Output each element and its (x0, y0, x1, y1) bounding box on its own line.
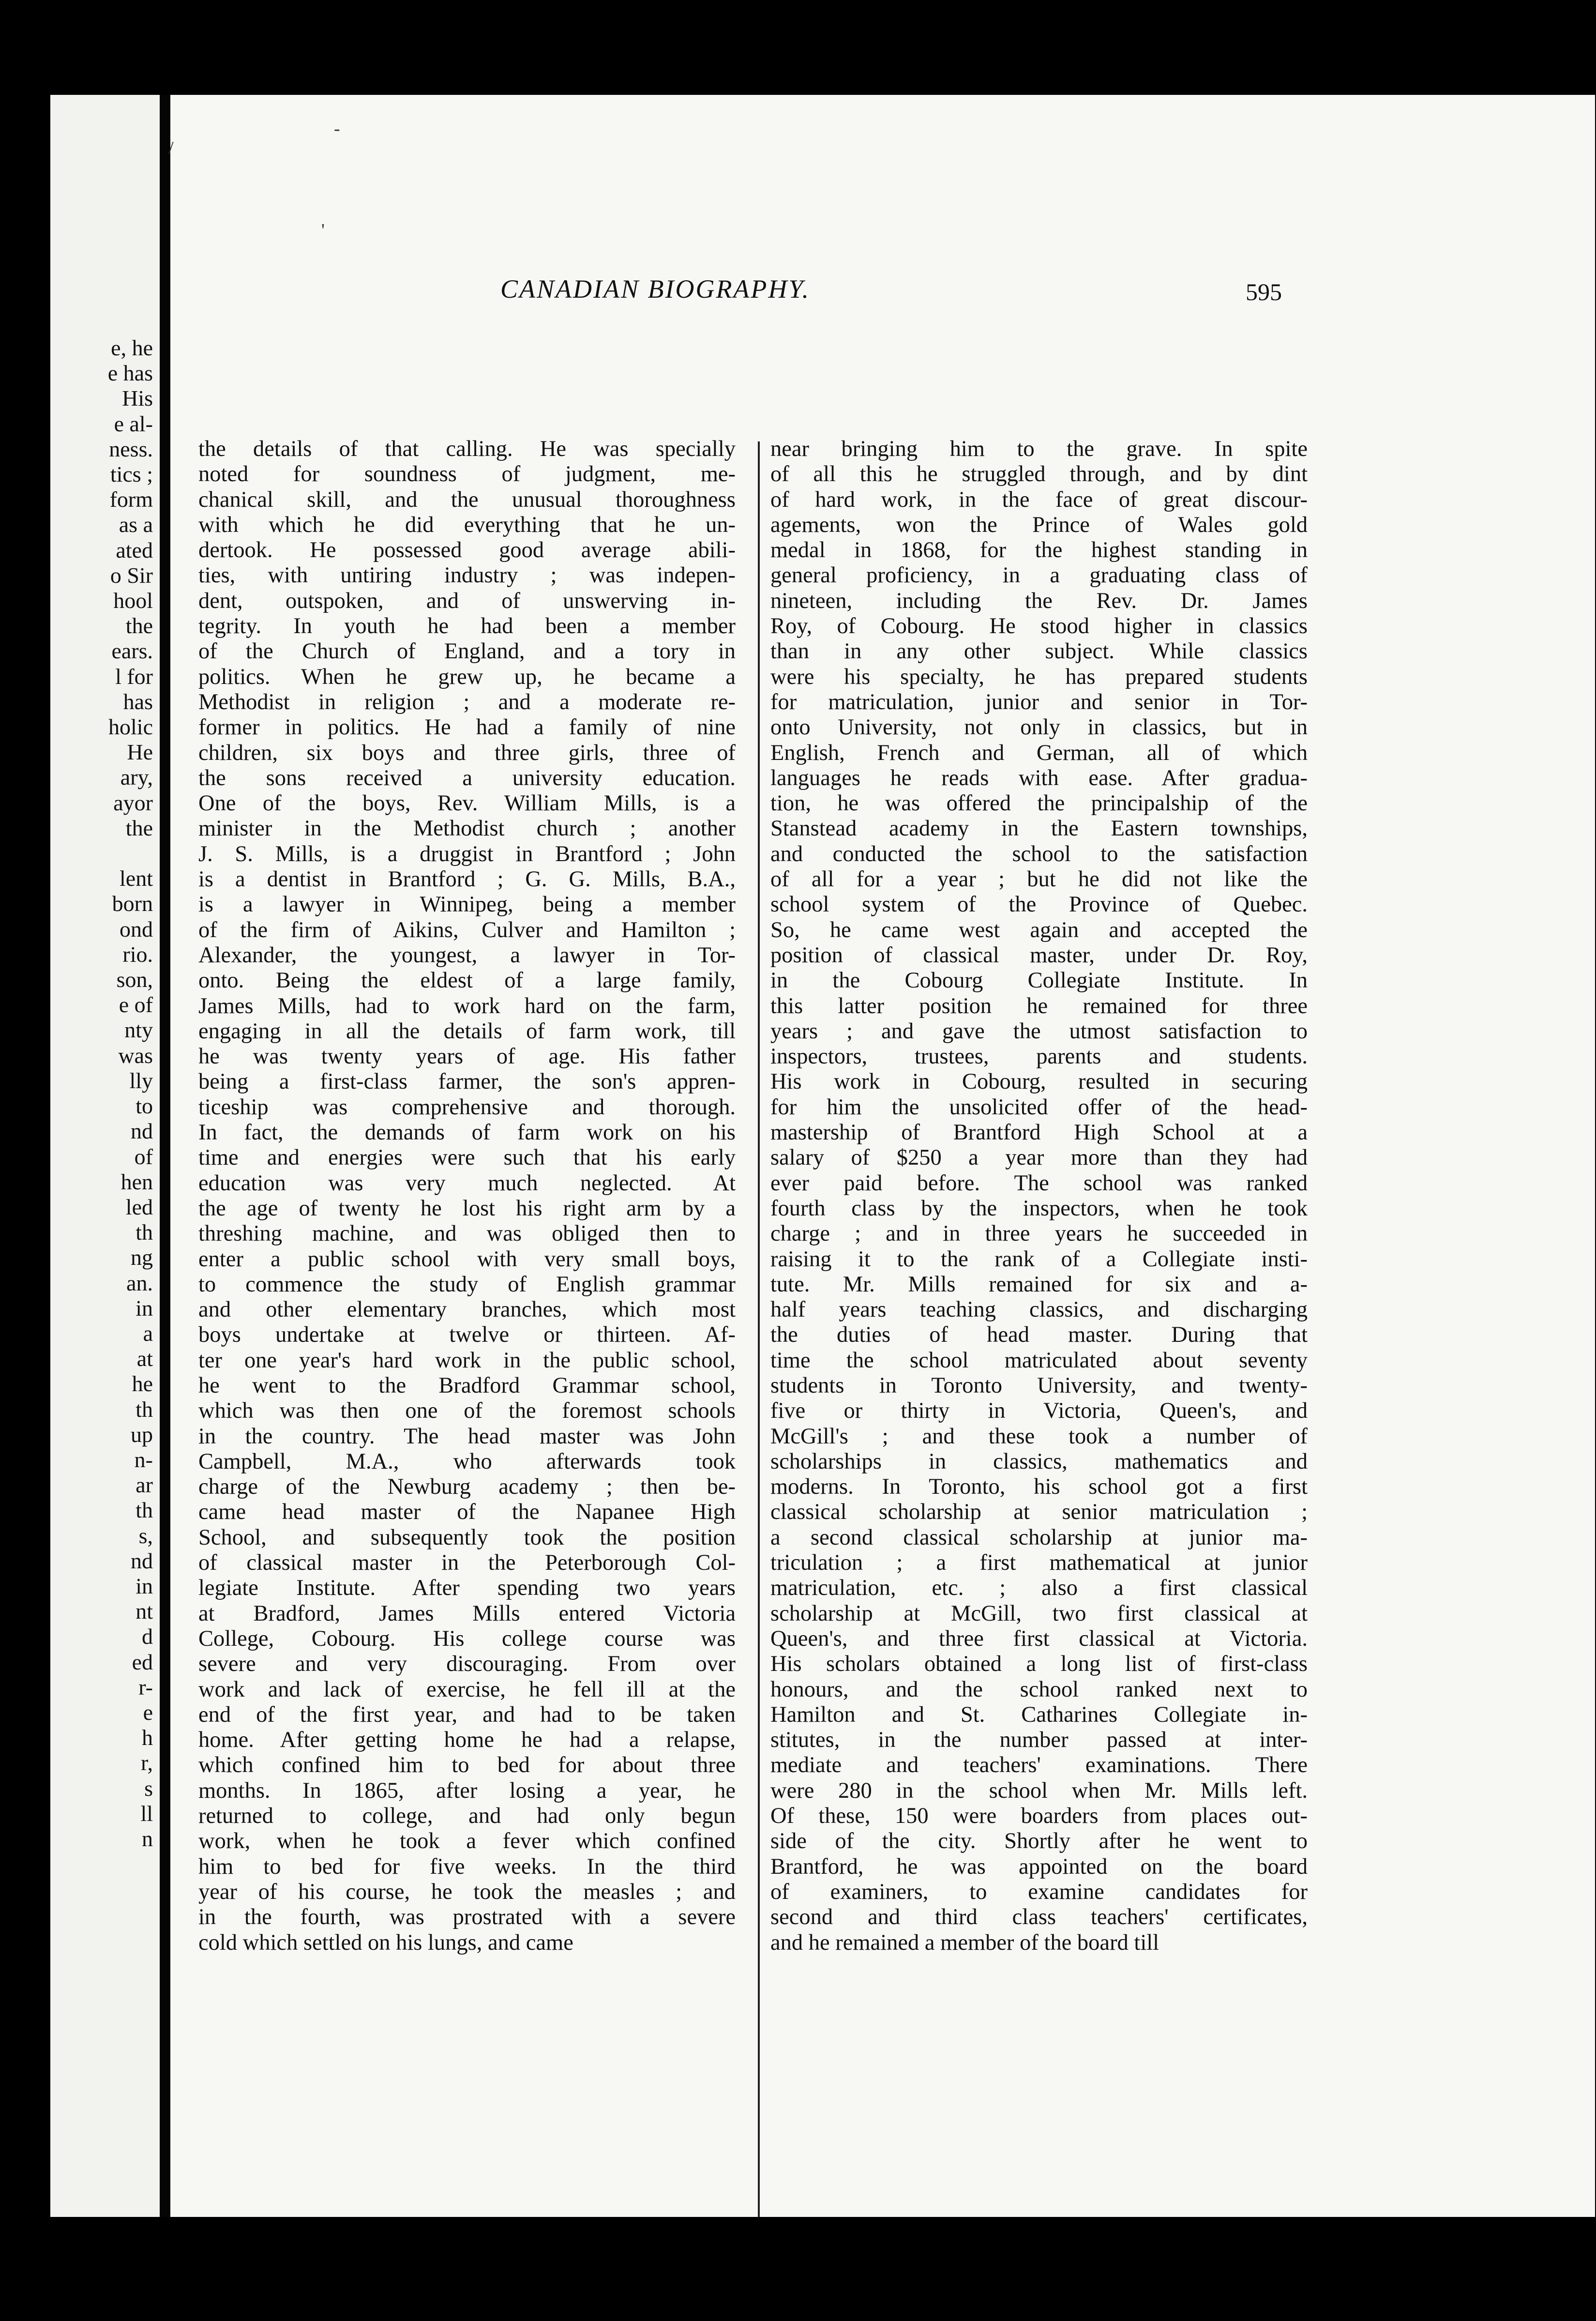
previous-page-fragment: ary, (120, 765, 153, 790)
text-line: the age of twenty he lost his right arm by a (198, 1196, 736, 1221)
text-line: of the Church of England, and a tory in (198, 639, 736, 664)
previous-page-fragment: lent (120, 866, 153, 891)
previous-page-fragment: ayor (113, 790, 153, 815)
text-line: children, six boys and three girls, three of (198, 740, 736, 765)
text-line: which confined him to bed for about three (198, 1753, 736, 1778)
text-line: and he remained a member of the board till (770, 1930, 1159, 1955)
previous-page-fragment: born (112, 891, 153, 916)
text-line: of all for a year ; but he did not like the (770, 867, 1308, 892)
previous-page-fragment: he (132, 1371, 153, 1396)
text-line: second and third class teachers' certificates, (770, 1905, 1308, 1930)
text-line: were 280 in the school when Mr. Mills left. (770, 1778, 1308, 1803)
running-title: CANADIAN BIOGRAPHY. (500, 274, 810, 303)
text-line: James Mills, had to work hard on the farm, (198, 993, 736, 1018)
previous-page-fragment: a (143, 1320, 153, 1346)
text-line: minister in the Methodist church ; another (198, 816, 736, 841)
text-line: triculation ; a first mathematical at junior (770, 1550, 1308, 1576)
text-line: languages he reads with ease. After gradua- (770, 765, 1308, 790)
previous-page-fragment: to (136, 1093, 153, 1119)
text-line: this latter position he remained for three (770, 993, 1308, 1018)
text-line: His scholars obtained a long list of first-class (770, 1652, 1308, 1677)
text-line: noted for soundness of judgment, me- (198, 462, 736, 487)
text-line: came head master of the Napanee High (198, 1500, 736, 1525)
text-line: Roy, of Cobourg. He stood higher in classics (770, 614, 1308, 639)
previous-page-fragment: holic (108, 714, 153, 740)
text-line: McGill's ; and these took a number of (770, 1424, 1308, 1449)
text-line: the duties of head master. During that (770, 1322, 1308, 1348)
text-line: charge of the Newburg academy ; then be- (198, 1474, 736, 1500)
text-line: Of these, 150 were boarders from places out- (770, 1804, 1308, 1829)
previous-page-fragment: n- (134, 1447, 153, 1472)
text-line: scholarship at McGill, two first classical at (770, 1601, 1308, 1626)
previous-page-fragment: nt (136, 1599, 153, 1624)
previous-page-fragment: e of (119, 992, 153, 1017)
text-line: Campbell, M.A., who afterwards took (198, 1449, 736, 1474)
text-line: a second classical scholarship at junior ma- (770, 1525, 1308, 1550)
text-line: of the firm of Aikins, Culver and Hamilton ; (198, 917, 736, 942)
text-line: ever paid before. The school was ranked (770, 1170, 1308, 1196)
text-line: Brantford, he was appointed on the board (770, 1854, 1308, 1879)
text-line: year of his course, he took the measles ; and (198, 1879, 736, 1904)
text-line: tion, he was offered the principalship of the (770, 791, 1308, 816)
previous-page-fragment: ar (136, 1472, 153, 1498)
previous-page-fragment (56, 841, 153, 866)
previous-page-fragment: in (136, 1573, 153, 1598)
text-line: in the fourth, was prostrated with a severe (198, 1905, 736, 1930)
text-line: and conducted the school to the satisfaction (770, 841, 1308, 866)
previous-page-fragment: at (136, 1346, 153, 1371)
text-line: fourth class by the inspectors, when he took (770, 1196, 1308, 1221)
text-line: of examiners, to examine candidates for (770, 1879, 1308, 1904)
previous-page-fragment: in (136, 1295, 153, 1320)
text-line: which was then one of the foremost schools (198, 1398, 736, 1424)
previous-page-fragment: ed (132, 1649, 153, 1674)
text-line: were his specialty, he has prepared students (770, 664, 1308, 689)
previous-page-fragment: h (142, 1725, 153, 1750)
text-line: Queen's, and three first classical at Victoria. (770, 1626, 1308, 1651)
text-line: J. S. Mills, is a druggist in Brantford ; John (198, 841, 736, 866)
previous-page-fragment: tics ; (110, 462, 153, 487)
text-line: English, French and German, all of which (770, 740, 1308, 765)
previous-page-fragment: e, he (111, 335, 153, 360)
previous-page-fragment: of (134, 1144, 153, 1169)
previous-page-fragment: His (122, 386, 153, 411)
previous-page-fragment: s (144, 1775, 153, 1801)
text-line: scholarships in classics, mathematics and (770, 1449, 1308, 1474)
previous-page-fragment: l for (115, 664, 153, 689)
previous-page-fragment: nd (131, 1119, 153, 1144)
text-line: ter one year's hard work in the public school, (198, 1348, 736, 1373)
text-line: mastership of Brantford High School at a (770, 1120, 1308, 1145)
previous-page-fragment: e al- (114, 411, 153, 436)
text-line: home. After getting home he had a relapse, (198, 1728, 736, 1753)
text-line: with which he did everything that he un- (198, 512, 736, 537)
text-line: dent, outspoken, and of unswerving in- (198, 588, 736, 613)
text-line: School, and subsequently took the position (198, 1525, 736, 1550)
column-divider (758, 441, 760, 2217)
text-line: Methodist in religion ; and a moderate re- (198, 689, 736, 714)
text-line: onto University, not only in classics, but in (770, 715, 1308, 740)
text-line: position of classical master, under Dr. Roy, (770, 942, 1308, 968)
text-line: in the Cobourg Collegiate Institute. In (770, 968, 1308, 993)
right-text-column (770, 437, 1308, 1956)
page-number: 595 (1246, 278, 1282, 305)
previous-page-fragment: led (125, 1194, 153, 1219)
text-line: ties, with untiring industry ; was indepen- (198, 563, 736, 588)
text-line: months. In 1865, after losing a year, he (198, 1778, 736, 1803)
text-line: him to bed for five weeks. In the third (198, 1854, 736, 1879)
previous-page-fragment: an. (126, 1270, 153, 1295)
previous-page-fragment: up (131, 1422, 153, 1447)
text-line: One of the boys, Rev. William Mills, is a (198, 791, 736, 816)
text-line: near bringing him to the grave. In spite (770, 437, 1308, 461)
previous-page-fragment: ears. (111, 638, 153, 664)
previous-page-fragment: r, (141, 1750, 153, 1775)
text-line: Hamilton and St. Catharines Collegiate in- (770, 1702, 1308, 1727)
text-line: than in any other subject. While classics (770, 639, 1308, 664)
text-line: the details of that calling. He was specially (198, 437, 736, 461)
text-line: threshing machine, and was obliged then to (198, 1221, 736, 1246)
text-line: the sons received a university education. (198, 765, 736, 790)
text-line: in the country. The head master was John (198, 1424, 736, 1449)
previous-page-fragment: hool (113, 588, 153, 613)
text-line: So, he came west again and accepted the (770, 917, 1308, 942)
text-line: onto. Being the eldest of a large family, (198, 968, 736, 993)
previous-page-fragment: r- (138, 1674, 153, 1699)
text-line: honours, and the school ranked next to (770, 1677, 1308, 1702)
text-line: severe and very discouraging. From over (198, 1652, 736, 1677)
previous-page-fragment: ated (116, 537, 153, 562)
previous-page-fragment: th (136, 1220, 153, 1245)
text-line: side of the city. Shortly after he went to (770, 1829, 1308, 1854)
text-line: school system of the Province of Quebec. (770, 892, 1308, 917)
text-line: end of the first year, and had to be taken (198, 1702, 736, 1727)
text-line: In fact, the demands of farm work on his (198, 1120, 736, 1145)
text-line: being a first-class farmer, the son's appren- (198, 1069, 736, 1094)
left-text-column (198, 437, 736, 1956)
text-line: agements, won the Prince of Wales gold (770, 512, 1308, 537)
previous-page-fragment: e has (107, 361, 153, 386)
previous-page-fragment: nty (124, 1017, 153, 1043)
text-line: chanical skill, and the unusual thoroughness (198, 487, 736, 512)
text-line: work, when he took a fever which confined (198, 1829, 736, 1854)
text-line: time the school matriculated about seventy (770, 1348, 1308, 1373)
text-line: stitutes, in the number passed at inter- (770, 1728, 1308, 1753)
previous-page-fragment: e (143, 1699, 153, 1725)
text-line: students in Toronto University, and twenty- (770, 1373, 1308, 1398)
text-line: of classical master in the Peterborough Col- (198, 1550, 736, 1576)
previous-page-fragment: son, (116, 967, 153, 992)
text-line: five or thirty in Victoria, Queen's, and (770, 1398, 1308, 1424)
previous-page-fragment: nd (131, 1548, 153, 1573)
previous-page-fragment: form (109, 487, 153, 512)
text-line: he went to the Bradford Grammar school, (198, 1373, 736, 1398)
previous-page-fragment: ness. (109, 436, 153, 461)
text-line: politics. When he grew up, he became a (198, 664, 736, 689)
text-line: years ; and gave the utmost satisfaction to (770, 1018, 1308, 1044)
previous-page-fragment: ng (131, 1245, 153, 1270)
text-line: dertook. He possessed good average abili- (198, 538, 736, 563)
previous-page-fragment: ond (120, 916, 153, 941)
text-line: half years teaching classics, and discharging (770, 1297, 1308, 1322)
text-line: and other elementary branches, which most (198, 1297, 736, 1322)
previous-page-fragment: th (136, 1396, 153, 1422)
text-line: time and energies were such that his early (198, 1145, 736, 1170)
text-line: he was twenty years of age. His father (198, 1044, 736, 1069)
text-line: is a dentist in Brantford ; G. G. Mills, B.A., (198, 867, 736, 892)
text-line: cold which settled on his lungs, and came (198, 1930, 573, 1955)
previous-page-fragment: th (136, 1498, 153, 1523)
text-line: College, Cobourg. His college course was (198, 1626, 736, 1651)
text-line: of all this he struggled through, and by dint (770, 462, 1308, 487)
previous-page-fragments (56, 335, 153, 1851)
text-line: His work in Cobourg, resulted in securing (770, 1069, 1308, 1094)
text-line: medal in 1868, for the highest standing in (770, 538, 1308, 563)
previous-page-fragment: the (125, 815, 153, 840)
page-scan-speck: / (168, 138, 174, 158)
text-line: general proficiency, in a graduating class of (770, 563, 1308, 588)
text-line: Alexander, the youngest, a lawyer in Tor- (198, 942, 736, 968)
previous-page-fragment: the (125, 613, 153, 638)
running-head (50, 274, 1595, 308)
text-line: classical scholarship at senior matriculation ; (770, 1500, 1308, 1525)
previous-page-fragment: ll (140, 1801, 153, 1826)
text-line: former in politics. He had a family of nine (198, 715, 736, 740)
previous-page-fragment: as a (119, 512, 153, 537)
previous-page-fragment: rio. (122, 941, 153, 967)
text-line: education was very much neglected. At (198, 1170, 736, 1196)
text-line: returned to college, and had only begun (198, 1804, 736, 1829)
previous-page-fragment: s, (138, 1523, 153, 1548)
previous-page-fragment: hen (120, 1169, 153, 1194)
text-line: Stanstead academy in the Eastern townships, (770, 816, 1308, 841)
text-line: matriculation, etc. ; also a first classical (770, 1576, 1308, 1601)
text-line: tute. Mr. Mills remained for six and a- (770, 1272, 1308, 1297)
text-line: for matriculation, junior and senior in Tor- (770, 689, 1308, 714)
text-line: salary of $250 a year more than they had (770, 1145, 1308, 1170)
text-line: for him the unsolicited offer of the head- (770, 1094, 1308, 1120)
text-line: tegrity. In youth he had been a member (198, 614, 736, 639)
text-line: to commence the study of English grammar (198, 1272, 736, 1297)
text-line: moderns. In Toronto, his school got a first (770, 1474, 1308, 1500)
previous-page-fragment: o Sir (110, 562, 153, 588)
page-scan-speck: - (334, 119, 340, 139)
previous-page-fragment: lly (129, 1068, 153, 1093)
text-line: legiate Institute. After spending two years (198, 1576, 736, 1601)
text-line: ticeship was comprehensive and thorough. (198, 1094, 736, 1120)
previous-page-fragment: d (142, 1624, 153, 1649)
previous-page-fragment: has (123, 689, 153, 714)
text-line: raising it to the rank of a Collegiate insti- (770, 1246, 1308, 1272)
text-line: inspectors, trustees, parents and students. (770, 1044, 1308, 1069)
text-line: charge ; and in three years he succeeded in (770, 1221, 1308, 1246)
text-line: engaging in all the details of farm work, till (198, 1018, 736, 1044)
page-scan-speck: ' (321, 220, 325, 241)
text-line: is a lawyer in Winnipeg, being a member (198, 892, 736, 917)
previous-page-fragment: He (127, 740, 153, 765)
previous-page-fragment: n (142, 1826, 153, 1851)
text-line: nineteen, including the Rev. Dr. James (770, 588, 1308, 613)
text-line: enter a public school with very small boys, (198, 1246, 736, 1272)
text-line: at Bradford, James Mills entered Victoria (198, 1601, 736, 1626)
text-line: of hard work, in the face of great discour- (770, 487, 1308, 512)
previous-page-fragment: was (118, 1043, 153, 1068)
text-line: work and lack of exercise, he fell ill at the (198, 1677, 736, 1702)
book-page (50, 95, 1595, 2217)
text-line: boys undertake at twelve or thirteen. Af- (198, 1322, 736, 1348)
text-line: mediate and teachers' examinations. There (770, 1753, 1308, 1778)
previous-page-edge (50, 95, 170, 2217)
